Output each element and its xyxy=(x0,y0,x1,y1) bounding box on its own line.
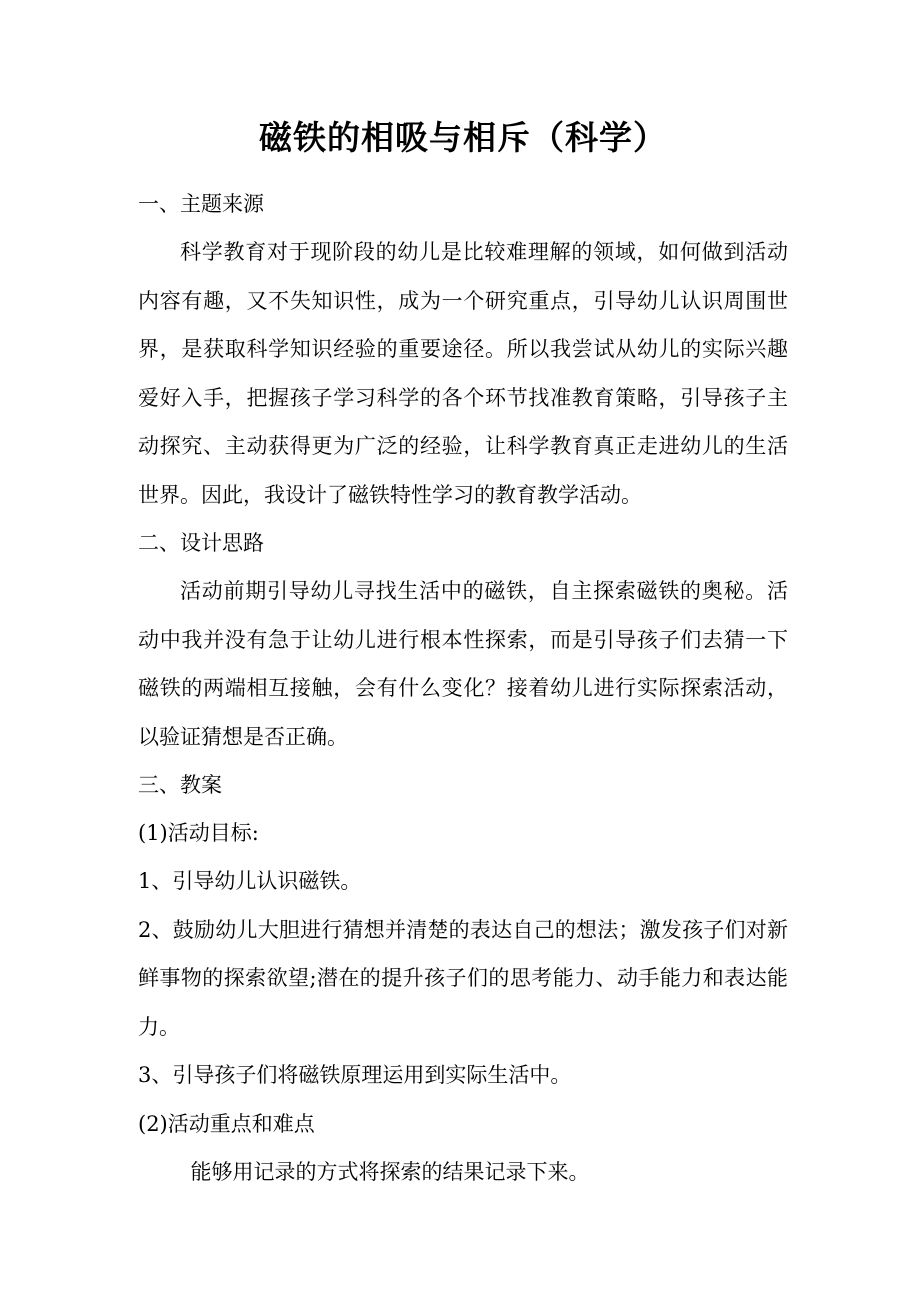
theme-source-paragraph: 科学教育对于现阶段的幼儿是比较难理解的领域，如何做到活动内容有趣，又不失知识性，成为一个研究重点，引导幼儿认识周围世界，是获取科学知识经验的重要途径。所以我尝试从幼儿的实际兴趣爱好入手，把握孩子学习科学的各个环节找准教育策略，引导孩子主动探究、主动获得更为广泛的经验，让科学教育真正走进幼儿的生活世界。因此，我设计了磁铁特性学习的教育教学活动。 xyxy=(138,240,788,507)
key-points-paragraph: 能够用记录的方式将探索的结果记录下来。 xyxy=(190,1159,590,1184)
document-title: 磁铁的相吸与相斥（科学） xyxy=(259,118,667,157)
goal-item: 1、引导幼儿认识磁铁。 xyxy=(138,869,362,893)
document-page xyxy=(138,110,788,1196)
design-idea-paragraph: 活动前期引导幼儿寻找生活中的磁铁，自主探索磁铁的奥秘。活动中我并没有急于让幼儿进行根本性探索，而是引导孩子们去猜一下磁铁的两端相互接触，会有什么变化？接着幼儿进行实际探索活动，以验证猜想是否正确。 xyxy=(138,579,788,749)
subsection-heading-key-points: (2)活动重点和难点 xyxy=(138,1111,315,1136)
goal-item: 2、鼓励幼儿大胆进行猜想并清楚的表达自己的想法；激发孩子们对新鲜事物的探索欲望;潜在的提升孩子们的思考能力、动手能力和表达能力。 xyxy=(138,917,788,1039)
subsection-heading-activity-goals: (1)活动目标: xyxy=(138,821,259,845)
section-heading-theme-source: 一、主题来源 xyxy=(138,192,264,216)
goal-item: 3、引导孩子们将磁铁原理运用到实际生活中。 xyxy=(138,1063,572,1087)
section-heading-design-idea: 二、设计思路 xyxy=(138,531,264,555)
section-heading-lesson-plan: 三、教案 xyxy=(138,773,222,797)
